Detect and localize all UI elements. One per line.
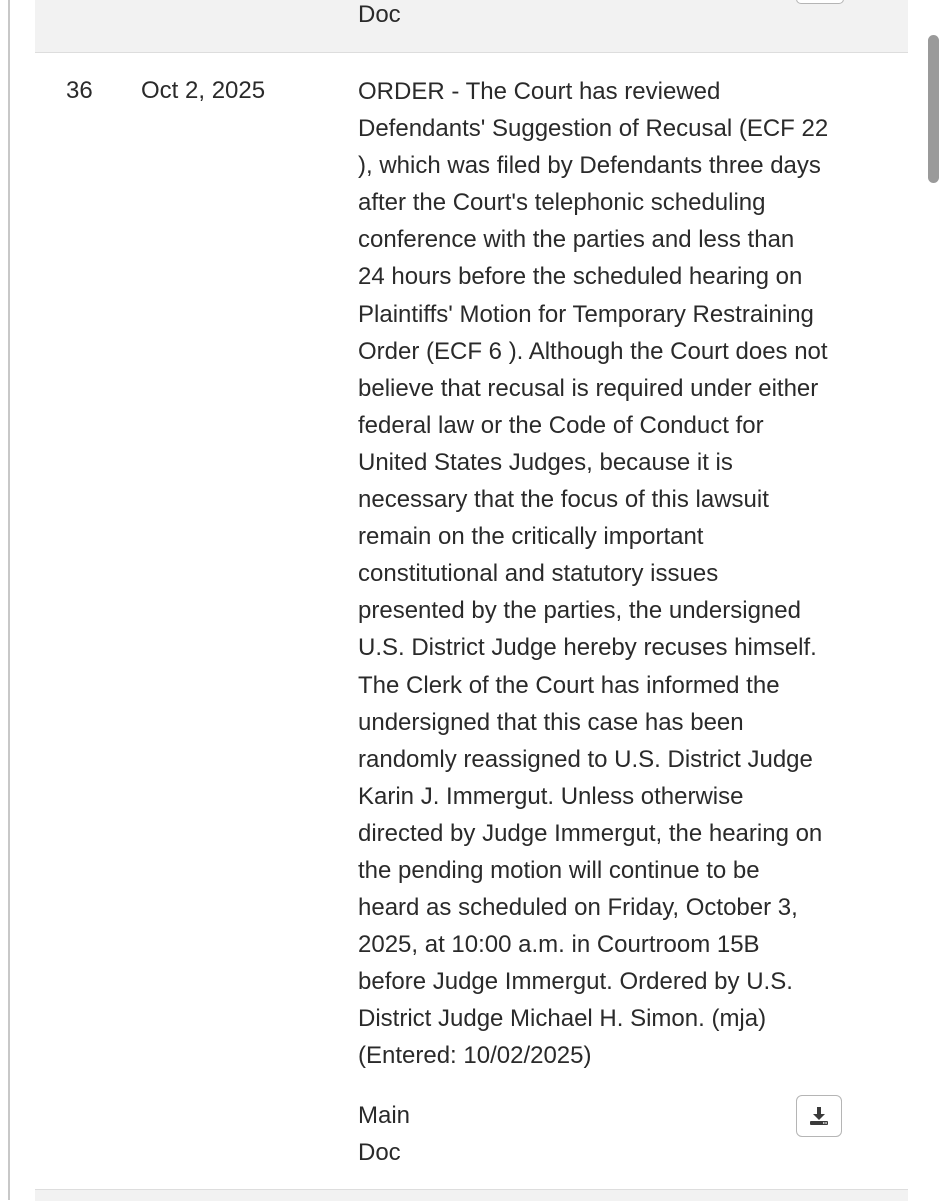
download-button[interactable] — [796, 1095, 842, 1137]
scrollbar-thumb[interactable] — [928, 35, 939, 183]
entry-description: ORDER - The Court has reviewed Defendants' Suggestion of Recusal (ECF 22 ), which was filed by Defendants three days after the Court's telephonic scheduling conference with the parties and less than 24 hours before the scheduled hearing on Plaintiffs' Motion for Temporary Restraining Order (ECF 6 ). Although the Court does not believe that recusal is required under either federal law or the Code of Conduct for United States Judges, because it is necessary that the focus of this lawsuit remain on the critically important constitutional and statutory issues presented by the parties, the undersigned U.S. District Judge hereby recuses himself. The Clerk of the Court has informed the undersigned that this case has been randomly reassigned to U.S. District Judge Karin J. Immergut. Unless otherwise directed by Judge Immergut, the hearing on the pending motion will continue to be heard as scheduled on Friday, October 3, 2025, at 10:00 a.m. in Courtroom 15B before Judge Immergut. Ordered by U.S. District Judge Michael H. Simon. (mja) (Entered: 10/02/2025) — [358, 78, 829, 1070]
left-border — [8, 0, 10, 1200]
previous-entry-row — [35, 0, 908, 53]
previous-download-button[interactable] — [796, 0, 844, 4]
main-doc-label: Main Doc — [358, 1102, 411, 1166]
entry-number: 36 — [66, 77, 93, 104]
previous-doc-label: Doc — [358, 1, 401, 28]
next-entry-row — [35, 1189, 908, 1201]
download-icon — [807, 1104, 831, 1128]
entry-date: Oct 2, 2025 — [141, 77, 266, 104]
